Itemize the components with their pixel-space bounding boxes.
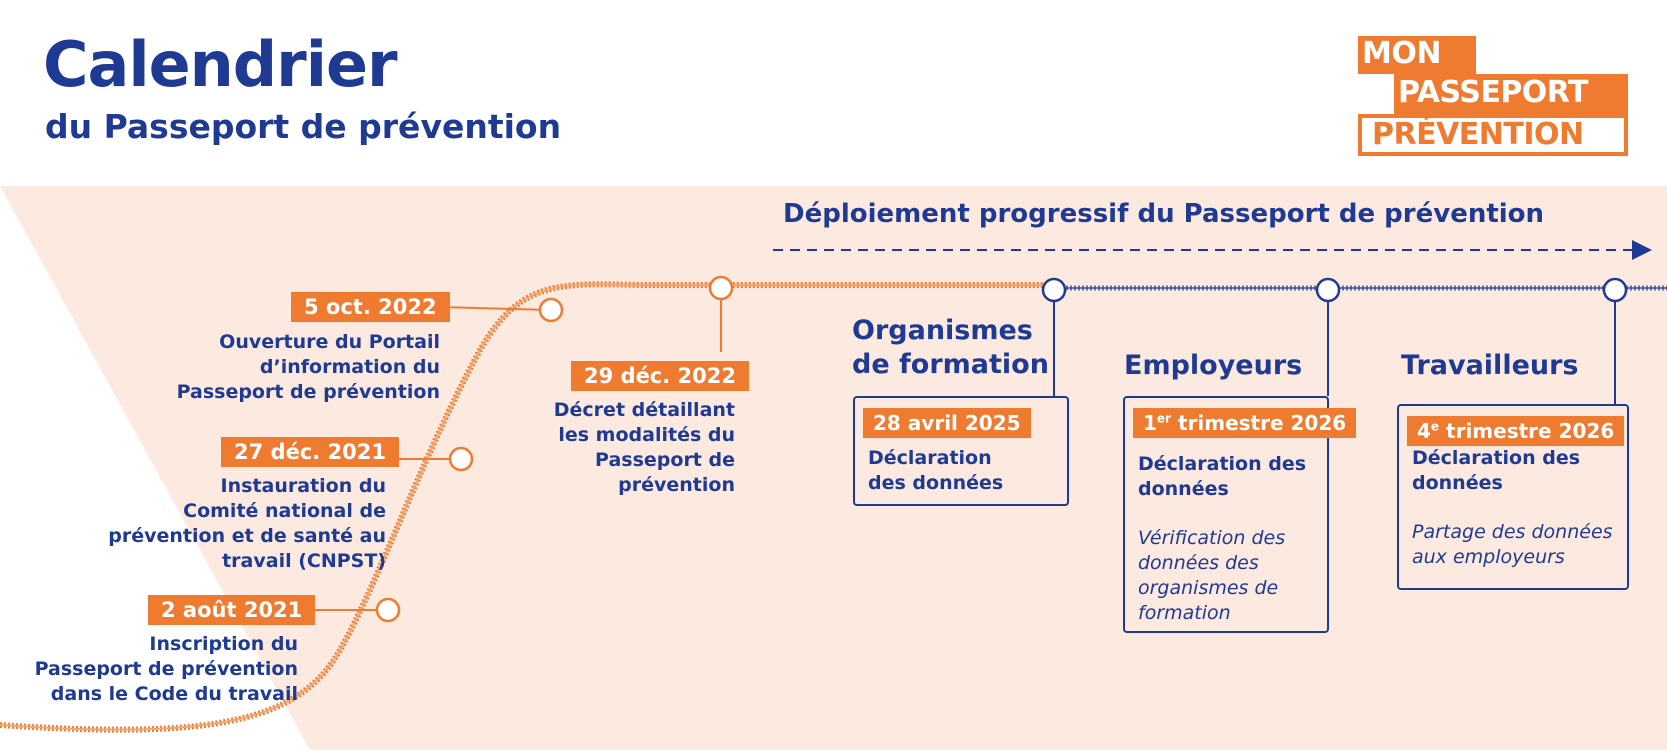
milestone-date: 5 oct. 2022 — [291, 292, 450, 322]
card-note: Vérification des données des organismes de formation — [1138, 527, 1286, 624]
milestone-date: 29 déc. 2022 — [571, 361, 749, 391]
card-date: 1er trimestre 2026 — [1133, 408, 1356, 438]
logo — [1358, 36, 1628, 158]
logo-line-1: MON — [1362, 36, 1441, 71]
milestone-text: Ouverture du Portail d’information du Passeport de prévention — [176, 331, 440, 403]
milestone-date: 2 août 2021 — [148, 595, 315, 625]
node-organismes — [1043, 279, 1065, 301]
logo-line-3: PRÉVENTION — [1372, 117, 1584, 152]
card-text: Déclaration des données — [1412, 447, 1581, 494]
card-organismes — [853, 396, 1069, 506]
page-subtitle: du Passeport de prévention — [45, 107, 562, 146]
card-text: Déclaration des données — [1138, 453, 1307, 500]
milestone-text: Instauration du Comité national de prévention et de santé au travail (CNPST) — [108, 475, 386, 572]
card-travailleurs — [1397, 404, 1629, 590]
node-27-dec-2021 — [450, 448, 472, 470]
audience-title: Travailleurs — [1401, 350, 1579, 381]
card-text: Déclaration des données — [868, 447, 1004, 494]
milestone-date: 27 déc. 2021 — [221, 437, 399, 467]
node-29-dec-2022 — [710, 277, 732, 299]
node-travailleurs — [1604, 279, 1626, 301]
page-title: Calendrier — [43, 28, 397, 101]
node-2-aout-2021 — [377, 599, 399, 621]
audience-title: Employeurs — [1124, 350, 1303, 381]
deployment-title: Déploiement progressif du Passeport de prévention — [783, 199, 1545, 229]
card-note: Partage des données aux employeurs — [1412, 521, 1613, 568]
card-date: 4e trimestre 2026 — [1407, 416, 1624, 446]
milestone-text: Inscription du Passeport de prévention dans le Code du travail — [34, 633, 298, 705]
logo-line-2: PASSEPORT — [1398, 75, 1589, 110]
node-employeurs — [1317, 279, 1339, 301]
milestone-text: Décret détaillant les modalités du Passeport de prévention — [553, 399, 735, 496]
card-date: 28 avril 2025 — [863, 408, 1031, 438]
audience-title: Organismes de formation — [852, 315, 1049, 380]
node-5-oct-2022 — [540, 299, 562, 321]
card-employeurs — [1123, 396, 1347, 633]
